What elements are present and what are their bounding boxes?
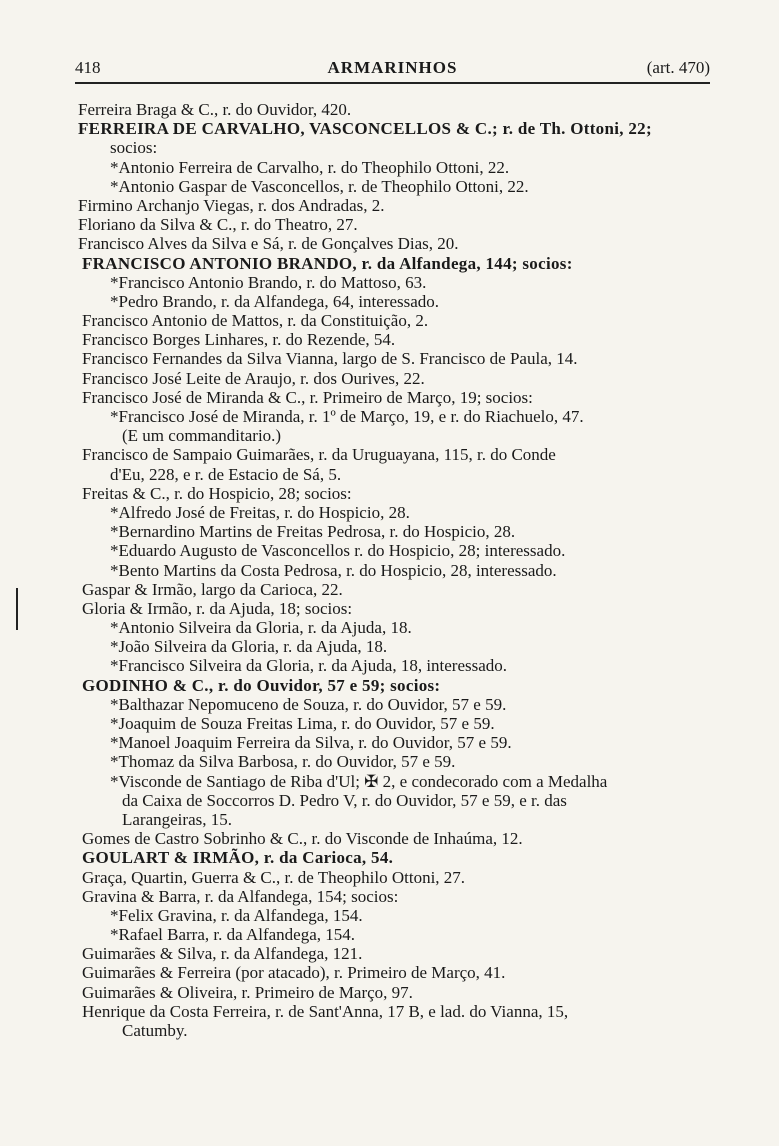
entry-line: Francisco Alves da Silva e Sá, r. de Gonçalves Dias, 20. [78,234,459,254]
entry-subline: *Manoel Joaquim Ferreira da Silva, r. do Ouvidor, 57 e 59. [110,733,512,753]
entry-subline: *Visconde de Santiago de Riba d'Ul; ✠ 2, e condecorado com a Medalha [110,771,608,791]
entry-line: GOULART & IRMÃO, r. da Carioca, 54. [82,848,394,868]
entry-subline: da Caixa de Soccorros D. Pedro V, r. do Ouvidor, 57 e 59, e r. das [122,790,567,810]
entry-subline: (E um commanditario.) [122,426,282,446]
entry-subline: *João Silveira da Gloria, r. da Ajuda, 18. [110,637,388,657]
entry-list [78,100,713,1040]
entry-line: Guimarães & Oliveira, r. Primeiro de Março, 97. [82,982,413,1002]
entry-line: Francisco de Sampaio Guimarães, r. da Uruguayana, 115, r. do Conde [82,445,556,465]
entry-line: Graça, Quartin, Guerra & C., r. de Theophilo Ottoni, 27. [82,867,466,887]
entry-subline: *Pedro Brando, r. da Alfandega, 64, interessado. [110,291,440,311]
entry-line: Francisco Borges Linhares, r. do Rezende, 54. [82,330,396,350]
entry-line: Francisco José Leite de Araujo, r. dos Ourives, 22. [82,368,425,388]
entry-line: FERREIRA DE CARVALHO, VASCONCELLOS & C.; r. de Th. Ottoni, 22; [78,119,652,139]
page-number: 418 [75,58,101,77]
entry-line: Guimarães & Ferreira (por atacado), r. Primeiro de Março, 41. [82,963,506,983]
entry-subline: *Antonio Silveira da Gloria, r. da Ajuda, 18. [110,618,412,638]
entry-subline: *Antonio Gaspar de Vasconcellos, r. de Theophilo Ottoni, 22. [110,176,529,196]
header-rule [75,82,710,84]
entry-subline: *Francisco Antonio Brando, r. do Mattoso, 63. [110,272,427,292]
entry-line: Ferreira Braga & C., r. do Ouvidor, 420. [78,100,352,119]
entry-subline: *Thomaz da Silva Barbosa, r. do Ouvidor, 57 e 59. [110,752,456,772]
entry-subline: *Bernardino Martins de Freitas Pedrosa, r. do Hospicio, 28. [110,522,516,542]
entry-line: Francisco Fernandes da Silva Vianna, largo de S. Francisco de Paula, 14. [82,349,578,369]
entry-subline: socios: [110,138,158,158]
entry-subline: *Joaquim de Souza Freitas Lima, r. do Ouvidor, 57 e 59. [110,714,495,733]
entry-line: Gomes de Castro Sobrinho & C., r. do Visconde de Inhaúma, 12. [82,829,523,849]
entry-line: Firmino Archanjo Viegas, r. dos Andradas, 2. [78,195,385,215]
entry-line: Gaspar & Irmão, largo da Carioca, 22. [82,579,343,599]
page-header [75,58,710,82]
page-title: ARMARINHOS [327,58,458,77]
entry-subline: *Antonio Ferreira de Carvalho, r. do Theophilo Ottoni, 22. [110,157,510,177]
entry-line: Francisco José de Miranda & C., r. Primeiro de Março, 19; socios: [82,387,533,407]
entry-line: Francisco Antonio de Mattos, r. da Constituição, 2. [82,311,429,331]
entry-line: Freitas & C., r. do Hospicio, 28; socios: [82,483,352,503]
entry-line: Gravina & Barra, r. da Alfandega, 154; socios: [82,886,399,906]
entry-subline: *Alfredo José de Freitas, r. do Hospicio, 28. [110,502,410,522]
entry-subline: *Bento Martins da Costa Pedrosa, r. do Hospicio, 28, interessado. [110,560,557,580]
article-reference: (art. 470) [646,58,710,77]
entry-subline: *Eduardo Augusto de Vasconcellos r. do Hospicio, 28; interessado. [110,541,566,561]
entry-subline: *Felix Gravina, r. da Alfandega, 154. [110,905,363,925]
entry-subline: *Francisco José de Miranda, r. 1º de Março, 19, e r. do Riachuelo, 47. [110,407,584,426]
entry-subline: d'Eu, 228, e r. de Estacio de Sá, 5. [110,464,342,484]
entry-subline: Catumby. [122,1021,188,1040]
entry-subline: *Francisco Silveira da Gloria, r. da Ajuda, 18, interessado. [110,656,508,676]
entry-subline: Larangeiras, 15. [122,809,232,829]
entry-line: FRANCISCO ANTONIO BRANDO, r. da Alfandega, 144; socios: [82,253,573,273]
margin-mark [16,588,18,630]
entry-line: Guimarães & Silva, r. da Alfandega, 121. [82,944,363,964]
entry-subline: *Balthazar Nepomuceno de Souza, r. do Ouvidor, 57 e 59. [110,694,507,714]
entry-subline: *Rafael Barra, r. da Alfandega, 154. [110,925,355,945]
entry-line: GODINHO & C., r. do Ouvidor, 57 e 59; socios: [82,675,441,695]
entry-line: Gloria & Irmão, r. da Ajuda, 18; socios: [82,598,353,618]
entry-line: Henrique da Costa Ferreira, r. de Sant'Anna, 17 B, e lad. do Vianna, 15, [82,1001,569,1021]
entry-line: Floriano da Silva & C., r. do Theatro, 27. [78,215,358,235]
